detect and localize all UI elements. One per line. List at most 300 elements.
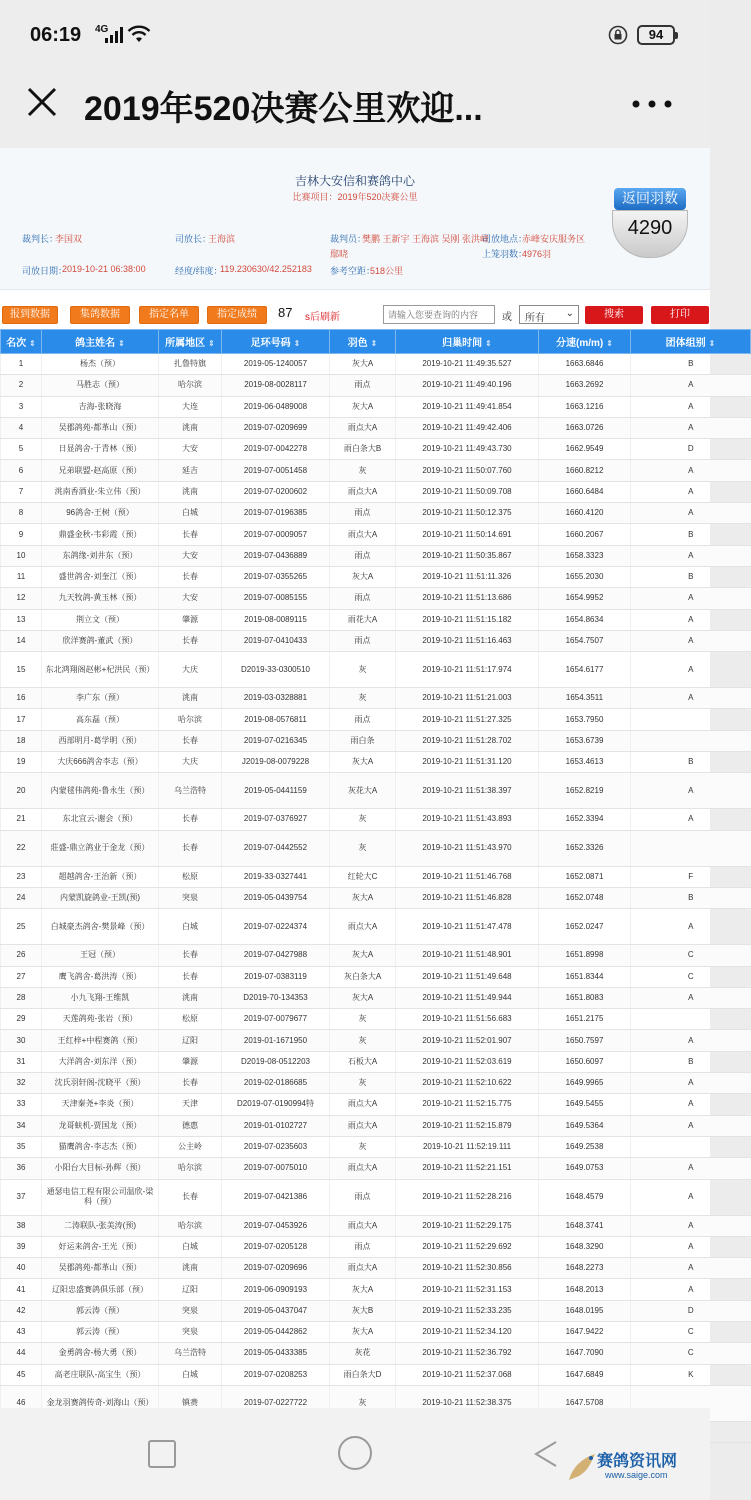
cell-speed: 1648.3741 xyxy=(539,1215,631,1236)
cell-color: 灰 xyxy=(330,1009,396,1030)
table-row xyxy=(1,417,751,438)
cell-ring: 2019-07-0227722 xyxy=(222,1385,330,1421)
cell-region: 洮南 xyxy=(159,987,222,1008)
cell-region: 大连 xyxy=(159,396,222,417)
cell-region: 长春 xyxy=(159,524,222,545)
sort-icon: ⇕ xyxy=(485,339,492,348)
director-value: 王海滨 xyxy=(208,234,236,244)
cell-group: A xyxy=(631,417,751,438)
cell-ring: 2019-07-0235603 xyxy=(222,1136,330,1157)
rotation-lock-icon xyxy=(608,25,628,45)
cell-color: 雨点大A xyxy=(330,909,396,945)
table-row xyxy=(1,866,751,887)
cell-return-time: 2019-10-21 11:52:19.111 xyxy=(396,1136,539,1157)
cell-group: B xyxy=(631,566,751,587)
cell-region: 洮南 xyxy=(159,1258,222,1279)
cell-color: 雨点 xyxy=(330,588,396,609)
table-row xyxy=(1,1343,751,1364)
cell-owner: 东鸽缘-刘井东（预） xyxy=(42,545,159,566)
cell-rank: 39 xyxy=(1,1236,42,1257)
cell-ring: 2019-07-0410433 xyxy=(222,630,330,651)
search-input[interactable] xyxy=(383,305,495,324)
cell-return-time: 2019-10-21 11:52:03.619 xyxy=(396,1051,539,1072)
status-bar xyxy=(0,0,710,64)
home-icon[interactable] xyxy=(338,1436,372,1470)
filter-select[interactable] xyxy=(519,305,579,324)
cell-return-time: 2019-10-21 11:51:28.702 xyxy=(396,730,539,751)
cell-color: 雨白条 xyxy=(330,730,396,751)
cell-region: 长春 xyxy=(159,630,222,651)
cell-speed: 1650.7597 xyxy=(539,1030,631,1051)
cell-rank: 7 xyxy=(1,481,42,502)
cell-group: C xyxy=(631,945,751,966)
cell-group: A xyxy=(631,1236,751,1257)
print-button[interactable]: 打印 xyxy=(651,306,709,324)
cell-ring: 2019-01-0102727 xyxy=(222,1115,330,1136)
cell-group: A xyxy=(631,1030,751,1051)
cell-rank: 45 xyxy=(1,1364,42,1385)
cell-owner: 高老庄联队-高宝生（预） xyxy=(42,1364,159,1385)
cell-owner: 东北宜云-谢会（预） xyxy=(42,809,159,830)
cell-rank: 18 xyxy=(1,730,42,751)
cell-return-time: 2019-10-21 11:52:37.068 xyxy=(396,1364,539,1385)
cell-color: 雨点大A xyxy=(330,417,396,438)
cell-group: A xyxy=(631,1094,751,1115)
cell-group xyxy=(631,830,751,866)
cell-owner: 荆立文（预） xyxy=(42,609,159,630)
cell-rank: 20 xyxy=(1,773,42,809)
cell-ring: 2019-01-1671950 xyxy=(222,1030,330,1051)
cell-return-time: 2019-10-21 11:51:38.397 xyxy=(396,773,539,809)
judges-label: 裁判员： xyxy=(330,234,367,244)
cell-return-time: 2019-10-21 11:52:15.879 xyxy=(396,1115,539,1136)
cell-return-time: 2019-10-21 11:51:49.648 xyxy=(396,966,539,987)
watermark-text: 赛鸽资讯网 xyxy=(597,1451,678,1470)
cell-color: 雨花大A xyxy=(330,609,396,630)
table-row xyxy=(1,945,751,966)
cell-group: A xyxy=(631,503,751,524)
cell-owner: 郭云涛（预） xyxy=(42,1321,159,1342)
close-icon[interactable] xyxy=(26,86,58,118)
cell-group: A xyxy=(631,1073,751,1094)
cell-owner: 鼎盛金秋-韦彩霞（预） xyxy=(42,524,159,545)
cell-group: A xyxy=(631,688,751,709)
cell-speed: 1649.2538 xyxy=(539,1136,631,1157)
cell-group: A xyxy=(631,375,751,396)
cell-color: 雨点 xyxy=(330,375,396,396)
cell-return-time: 2019-10-21 11:49:35.527 xyxy=(396,354,539,375)
watermark-url: www.saige.com xyxy=(605,1470,668,1480)
cell-ring: 2019-02-0186685 xyxy=(222,1073,330,1094)
cell-rank: 38 xyxy=(1,1215,42,1236)
column-header-label: 分速(m/m) xyxy=(556,338,604,349)
cell-owner: 超越鸽舍-王治新（预） xyxy=(42,866,159,887)
cell-speed: 1648.3290 xyxy=(539,1236,631,1257)
pigeon-logo-icon xyxy=(565,1446,599,1486)
table-row xyxy=(1,709,751,730)
cell-owner: 通瑟电信工程有限公司温欣-梁科（预） xyxy=(42,1179,159,1215)
table-row xyxy=(1,730,751,751)
org-title: 吉林大安信和赛鸽中心 xyxy=(294,174,415,188)
cell-return-time: 2019-10-21 11:50:12.375 xyxy=(396,503,539,524)
cell-ring: 2019-07-0421386 xyxy=(222,1179,330,1215)
cell-color: 灰大A xyxy=(330,752,396,773)
table-row xyxy=(1,503,751,524)
cell-speed: 1658.3323 xyxy=(539,545,631,566)
cell-owner: 杨杰（预） xyxy=(42,354,159,375)
cell-region: 长春 xyxy=(159,1073,222,1094)
cell-group: A xyxy=(631,545,751,566)
column-header-group[interactable] xyxy=(631,330,751,354)
cell-owner: 白城豪杰鸽舍-樊景峰（预） xyxy=(42,909,159,945)
cell-ring: 2019-07-0200602 xyxy=(222,481,330,502)
cell-region: 长春 xyxy=(159,945,222,966)
cell-region: 松原 xyxy=(159,866,222,887)
cell-speed: 1647.5708 xyxy=(539,1385,631,1421)
cell-owner: 辽阳忠盛赛鸽俱乐部（预） xyxy=(42,1279,159,1300)
cell-return-time: 2019-10-21 11:51:31.120 xyxy=(396,752,539,773)
cell-speed: 1662.9549 xyxy=(539,439,631,460)
cell-color: 雨点 xyxy=(330,503,396,524)
cell-return-time: 2019-10-21 11:51:11.326 xyxy=(396,566,539,587)
cell-ring: 2019-06-0489008 xyxy=(222,396,330,417)
cell-rank: 6 xyxy=(1,460,42,481)
return-count-badge xyxy=(610,188,690,270)
table-row xyxy=(1,1236,751,1257)
cell-owner: 王冠（预） xyxy=(42,945,159,966)
cell-color: 灰大A xyxy=(330,887,396,908)
cell-rank: 42 xyxy=(1,1300,42,1321)
cell-return-time: 2019-10-21 11:51:47.478 xyxy=(396,909,539,945)
chevron-down-icon: ⌄ xyxy=(565,308,574,319)
cell-ring: 2019-07-0051458 xyxy=(222,460,330,481)
cell-color: 雨白条大B xyxy=(330,439,396,460)
cell-group: C xyxy=(631,1343,751,1364)
cell-ring: 2019-07-0442552 xyxy=(222,830,330,866)
cell-group: A xyxy=(631,481,751,502)
table-row xyxy=(1,1321,751,1342)
cell-rank: 35 xyxy=(1,1136,42,1157)
cell-color: 雨点大A xyxy=(330,524,396,545)
cell-region: 长春 xyxy=(159,966,222,987)
cell-color: 灰大A xyxy=(330,396,396,417)
column-header-speed[interactable] xyxy=(539,330,631,354)
column-header-label: 羽色 xyxy=(347,338,368,349)
cell-group: A xyxy=(631,630,751,651)
cell-owner: 金龙羽赛鸽传奇-刘海山（预） xyxy=(42,1385,159,1421)
cell-group: A xyxy=(631,1158,751,1179)
cell-ring: J2019-08-0079228 xyxy=(222,752,330,773)
or-label: 或 xyxy=(502,312,512,323)
column-header-ring[interactable] xyxy=(222,330,330,354)
column-header-label: 鸽主姓名 xyxy=(75,338,116,349)
cell-group: B xyxy=(631,524,751,545)
cell-region: 白城 xyxy=(159,909,222,945)
column-header-label: 团体组别 xyxy=(665,338,706,349)
table-row xyxy=(1,1179,751,1215)
cell-ring: 2019-08-0028117 xyxy=(222,375,330,396)
cell-speed: 1649.5455 xyxy=(539,1094,631,1115)
cell-return-time: 2019-10-21 11:51:56.683 xyxy=(396,1009,539,1030)
cell-speed: 1651.2175 xyxy=(539,1009,631,1030)
cell-color: 灰花大A xyxy=(330,773,396,809)
cell-region: 长春 xyxy=(159,730,222,751)
cell-speed: 1654.7507 xyxy=(539,630,631,651)
cell-owner: 天津秦尧+李炎（预） xyxy=(42,1094,159,1115)
cell-owner: 九天牧鸽-黄玉林（预） xyxy=(42,588,159,609)
cell-color: 雨点 xyxy=(330,630,396,651)
cell-rank: 23 xyxy=(1,866,42,887)
watermark xyxy=(565,1446,705,1492)
cell-group: B xyxy=(631,1051,751,1072)
cell-speed: 1652.0247 xyxy=(539,909,631,945)
table-row xyxy=(1,1094,751,1115)
cell-return-time: 2019-10-21 11:51:16.463 xyxy=(396,630,539,651)
cell-region: 长春 xyxy=(159,1179,222,1215)
column-header-label: 名次 xyxy=(6,338,27,349)
table-header-row xyxy=(1,330,751,354)
cell-owner: 小九飞翔-王维凯 xyxy=(42,987,159,1008)
cell-region: 辽阳 xyxy=(159,1279,222,1300)
cell-owner: 96鸽舍-王树（预） xyxy=(42,503,159,524)
cell-ring: 2019-07-0209696 xyxy=(222,1258,330,1279)
cell-region: 哈尔滨 xyxy=(159,1158,222,1179)
cell-region: 乌兰浩特 xyxy=(159,1343,222,1364)
cell-ring: 2019-07-0085155 xyxy=(222,588,330,609)
cell-color: 灰大A xyxy=(330,354,396,375)
cell-rank: 14 xyxy=(1,630,42,651)
cell-color: 灰 xyxy=(330,1073,396,1094)
column-header-owner[interactable] xyxy=(42,330,159,354)
collect-data-button[interactable]: 集鸽数据 xyxy=(70,306,130,324)
cell-return-time: 2019-10-21 11:50:14.691 xyxy=(396,524,539,545)
cell-region: 白城 xyxy=(159,503,222,524)
column-header-rank[interactable] xyxy=(1,330,42,354)
table-body xyxy=(1,354,751,1443)
sort-icon: ⇕ xyxy=(208,339,215,348)
cell-rank: 8 xyxy=(1,503,42,524)
cell-region: 乌兰浩特 xyxy=(159,773,222,809)
cell-rank: 11 xyxy=(1,566,42,587)
cell-group: A xyxy=(631,588,751,609)
back-icon[interactable] xyxy=(530,1438,562,1470)
coord-label: 经度/纬度： xyxy=(175,266,223,276)
cell-speed: 1654.8634 xyxy=(539,609,631,630)
table-row xyxy=(1,1215,751,1236)
cell-group: A xyxy=(631,1279,751,1300)
cell-speed: 1663.6846 xyxy=(539,354,631,375)
table-row xyxy=(1,887,751,908)
table-row xyxy=(1,1258,751,1279)
column-header-color[interactable] xyxy=(330,330,396,354)
cell-return-time: 2019-10-21 11:52:29.692 xyxy=(396,1236,539,1257)
return-count-value: 4290 xyxy=(612,210,688,258)
cell-ring: 2019-07-0009057 xyxy=(222,524,330,545)
signal-icon xyxy=(105,27,123,43)
table-row xyxy=(1,752,751,773)
cell-color: 红轮大C xyxy=(330,866,396,887)
column-header-return-time[interactable] xyxy=(396,330,539,354)
cell-owner: 东北鸿翔阁赵彬+杞洪民（预） xyxy=(42,652,159,688)
cell-ring: 2019-07-0079677 xyxy=(222,1009,330,1030)
cell-color: 雨点 xyxy=(330,1236,396,1257)
recent-apps-icon[interactable] xyxy=(148,1440,176,1468)
cell-return-time: 2019-10-21 11:51:21.003 xyxy=(396,688,539,709)
table-row xyxy=(1,481,751,502)
table-row xyxy=(1,1158,751,1179)
cell-region: 延吉 xyxy=(159,460,222,481)
sort-icon: ⇕ xyxy=(118,339,125,348)
cell-region: 突泉 xyxy=(159,887,222,908)
cell-rank: 19 xyxy=(1,752,42,773)
cell-owner: 兄弟联盟-赵高原（预） xyxy=(42,460,159,481)
cell-ring: D2019-33-0300510 xyxy=(222,652,330,688)
table-row xyxy=(1,1030,751,1051)
cell-ring: 2019-07-0436889 xyxy=(222,545,330,566)
cell-return-time: 2019-10-21 11:52:10.622 xyxy=(396,1073,539,1094)
cell-region: 突泉 xyxy=(159,1300,222,1321)
table-row xyxy=(1,396,751,417)
cell-color: 雨白条大D xyxy=(330,1364,396,1385)
table-row xyxy=(1,1136,751,1157)
cell-return-time: 2019-10-21 11:52:30.856 xyxy=(396,1258,539,1279)
more-options-icon[interactable] xyxy=(632,100,672,108)
cell-owner: 马胜志（预） xyxy=(42,375,159,396)
cell-group: A xyxy=(631,1258,751,1279)
cell-rank: 24 xyxy=(1,887,42,908)
cell-color: 雨点 xyxy=(330,709,396,730)
cell-rank: 2 xyxy=(1,375,42,396)
cell-region: 扎鲁特旗 xyxy=(159,354,222,375)
cell-group: A xyxy=(631,652,751,688)
results-table xyxy=(0,329,751,1443)
cell-rank: 22 xyxy=(1,830,42,866)
sort-icon: ⇕ xyxy=(708,339,716,348)
cell-group xyxy=(631,730,751,751)
cell-owner: 洮南香酒业-朱立伟（预） xyxy=(42,481,159,502)
cell-group: K xyxy=(631,1364,751,1385)
cell-group: A xyxy=(631,987,751,1008)
date-value: 2019-10-21 06:38:00 xyxy=(62,264,146,274)
cell-color: 灰大B xyxy=(330,1300,396,1321)
table-row xyxy=(1,566,751,587)
cell-region: 公主岭 xyxy=(159,1136,222,1157)
cell-color: 灰 xyxy=(330,809,396,830)
cell-color: 石板大A xyxy=(330,1051,396,1072)
cell-owner: 吴郡鸽苑-都革山（预） xyxy=(42,417,159,438)
cell-region: 松原 xyxy=(159,1009,222,1030)
search-button[interactable]: 搜索 xyxy=(585,306,643,324)
results-table-wrap xyxy=(0,329,716,1443)
cell-return-time: 2019-10-21 11:51:46.828 xyxy=(396,887,539,908)
cell-rank: 4 xyxy=(1,417,42,438)
cell-ring: 2019-08-0089115 xyxy=(222,609,330,630)
cell-owner: 猫鹰鸽舍-李志杰（预） xyxy=(42,1136,159,1157)
report-data-button[interactable]: 报到数据 xyxy=(2,306,58,324)
cell-speed: 1648.2273 xyxy=(539,1258,631,1279)
cell-region: 肇源 xyxy=(159,1051,222,1072)
cell-color: 灰大A xyxy=(330,987,396,1008)
cell-group: A xyxy=(631,809,751,830)
table-row xyxy=(1,1009,751,1030)
title-bar xyxy=(0,64,710,148)
cell-color: 灰大A xyxy=(330,1321,396,1342)
cell-ring: 2019-07-0216345 xyxy=(222,730,330,751)
cell-owner: 沈氏羽轩阁-沈晓平（预） xyxy=(42,1073,159,1094)
cell-rank: 3 xyxy=(1,396,42,417)
cell-rank: 41 xyxy=(1,1279,42,1300)
cell-owner: 金勇鸽舍-杨大勇（预） xyxy=(42,1343,159,1364)
cell-group: C xyxy=(631,1321,751,1342)
cell-group: A xyxy=(631,460,751,481)
cell-group: D xyxy=(631,439,751,460)
cell-return-time: 2019-10-21 11:50:35.867 xyxy=(396,545,539,566)
referee-value: 李国双 xyxy=(55,234,83,244)
cell-region: 白城 xyxy=(159,1364,222,1385)
cell-rank: 27 xyxy=(1,966,42,987)
cell-ring: D2019-70-134353 xyxy=(222,987,330,1008)
table-row xyxy=(1,1364,751,1385)
cell-speed: 1653.4613 xyxy=(539,752,631,773)
cell-return-time: 2019-10-21 11:49:42.406 xyxy=(396,417,539,438)
judges-value: 樊鹏 王新宇 王海滨 吴刚 张洪峰 xyxy=(362,234,490,244)
cell-color: 灰白条大A xyxy=(330,966,396,987)
cell-rank: 26 xyxy=(1,945,42,966)
table-row xyxy=(1,630,751,651)
cell-ring: 2019-07-0453926 xyxy=(222,1215,330,1236)
race-info-header xyxy=(0,148,710,290)
table-row xyxy=(1,609,751,630)
table-row xyxy=(1,460,751,481)
cell-return-time: 2019-10-21 11:52:01.907 xyxy=(396,1030,539,1051)
cell-ring: 2019-07-0205128 xyxy=(222,1236,330,1257)
cell-return-time: 2019-10-21 11:51:48.901 xyxy=(396,945,539,966)
designated-score-button[interactable]: 指定成绩 xyxy=(207,306,267,324)
return-count-label: 返回羽数 xyxy=(614,188,686,210)
cell-owner: 吉海-张晓海 xyxy=(42,396,159,417)
judges-value-2: 鄢晓 xyxy=(330,249,349,259)
cell-owner: 二涛联队-张美涛(预) xyxy=(42,1215,159,1236)
cell-owner: 龙哥蚨机-贾国龙（预） xyxy=(42,1115,159,1136)
cell-color: 灰大A xyxy=(330,566,396,587)
cell-group xyxy=(631,709,751,730)
cell-rank: 9 xyxy=(1,524,42,545)
cell-color: 雨点 xyxy=(330,545,396,566)
cell-region: 大安 xyxy=(159,588,222,609)
cell-group: B xyxy=(631,752,751,773)
cell-ring: D2019-08-0512203 xyxy=(222,1051,330,1072)
cell-rank: 5 xyxy=(1,439,42,460)
cell-speed: 1649.5364 xyxy=(539,1115,631,1136)
cell-owner: 郭云涛（预） xyxy=(42,1300,159,1321)
cell-rank: 29 xyxy=(1,1009,42,1030)
table-row xyxy=(1,439,751,460)
table-row xyxy=(1,773,751,809)
cell-color: 灰 xyxy=(330,460,396,481)
cell-owner: 大庆666鸽舍李志（预） xyxy=(42,752,159,773)
designated-list-button[interactable]: 指定名单 xyxy=(139,306,199,324)
cell-return-time: 2019-10-21 11:52:21.151 xyxy=(396,1158,539,1179)
cell-ring: 2019-05-0442862 xyxy=(222,1321,330,1342)
cell-return-time: 2019-10-21 11:49:40.196 xyxy=(396,375,539,396)
cell-ring: 2019-07-0075010 xyxy=(222,1158,330,1179)
column-header-region[interactable] xyxy=(159,330,222,354)
cell-group: A xyxy=(631,1115,751,1136)
table-row xyxy=(1,524,751,545)
cell-region: 德惠 xyxy=(159,1115,222,1136)
cell-rank: 44 xyxy=(1,1343,42,1364)
cell-region: 大安 xyxy=(159,545,222,566)
